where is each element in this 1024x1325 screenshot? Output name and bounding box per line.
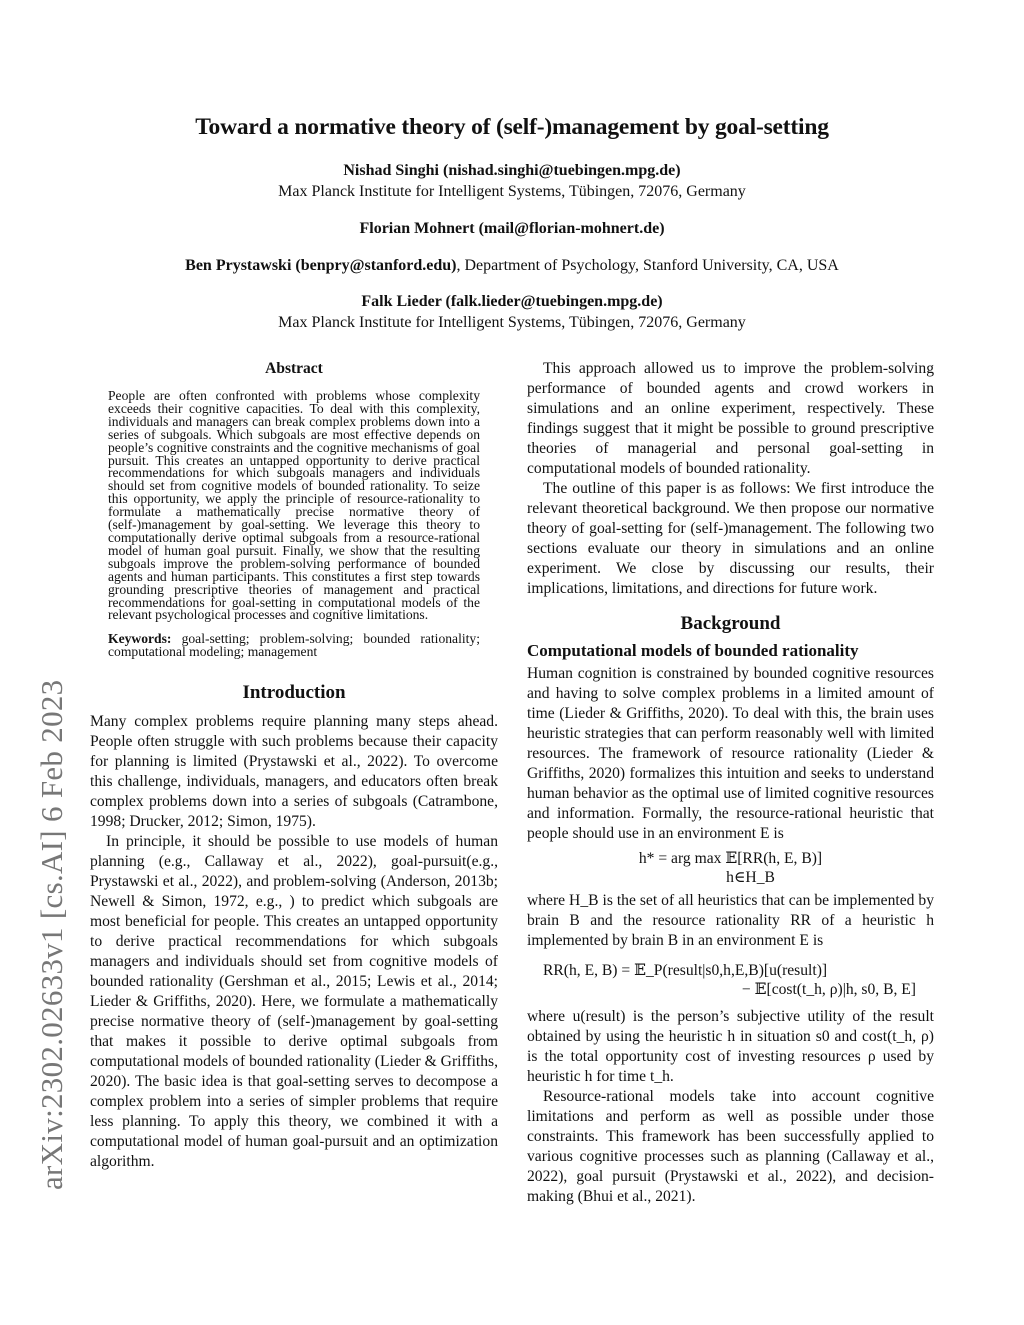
keywords-label: Keywords: [108,631,172,647]
bounded-rationality-subheading: Computational models of bounded rationality [527,641,859,660]
intro-paragraph-1: Many complex problems require planning many steps ahead. People often struggle with such problems because their capacity for planning is limited (Prystawski et al., 2022). To overcome this challenge, individuals, managers, and educators often break complex problems down into a series of subgoals (Catrambone, 1998; Drucker, 2012; Simon, 1975). [90,713,498,831]
author-3-affiliation: , Department of Psychology, Stanford University, CA, USA [456,257,839,274]
abstract-text: People are often confronted with problems whose complexity exceeds their cognitive capacities. To deal with this complexity, individuals and managers can break complex problems down into a series of subgoals. Which subgoals are most effective depends on people’s cognitive constraints and the cognitive mechanisms of goal pursuit. This creates an untapped opportunity to derive practical recommendations for which subgoals managers and individuals should set from cognitive models of bounded rationality. To seize this opportunity, we apply the principle of resource-rationality to formulate a mathematically precise normative theory of (self-)management by goal-setting. We leverage this theory to computationally derive optimal subgoals from a resource-rational model of human goal pursuit. Finally, we show that the resulting subgoals improve the problem-solving performance of bounded agents and human participants. This constitutes a first step towards grounding prescriptive theories of management and practical recommendations for goal-setting in computational models of the relevant psychological processes and cognitive limitations. [108,388,480,623]
keywords [90,632,498,658]
background-heading: Background [680,613,781,634]
author-1 [0,160,1024,202]
left-column [90,360,498,1172]
background-paragraph-2: where H_B is the set of all heuristics that can be implemented by brain B and the resource rationality RR of a heuristic h implemented by brain B in an environment E is [527,892,934,949]
equation-1-main: h* = arg max 𝔼[RR(h, E, B)] [638,850,823,867]
equation-1 [527,849,934,887]
right-paragraph-1: This approach allowed us to improve the problem-solving performance of bounded agents and crowd workers in simulations and an online experiment, respectively. These findings suggest that it might be possible to ground prescriptive theories of managerial and personal goal-setting in computational models of bounded rationality. [527,360,934,477]
author-2 [0,218,1024,239]
right-paragraph-2: The outline of this paper is as follows: We first introduce the relevant theoretical background. We then propose our normative theory of goal-setting for (self-)management. The following two sections evaluate our theory in simulations and an online experiment. We close by discussing our results, their implications, limitations, and directions for future work. [527,480,934,597]
author-3 [0,255,1024,276]
author-1-name: Nishad Singhi (nishad.singhi@tuebingen.mpg.de) [343,162,681,179]
author-4-affiliation: Max Planck Institute for Intelligent Systems, Tübingen, 72076, Germany [278,314,746,331]
equation-2-line-2: − 𝔼[cost(t_h, ρ)|h, s0, B, E] [741,981,916,998]
author-3-name: Ben Prystawski (benpry@stanford.edu) [185,257,457,274]
equation-2 [543,961,934,999]
background-paragraph-3: where u(result) is the person’s subjective utility of the result obtained by using the heuristic h in situation s0 and cost(t_h, ρ) is the total opportunity cost of investing resources ρ used by heuristic h for time t_h. [527,1008,934,1085]
equation-2-line-1: RR(h, E, B) = 𝔼_P(result|s0,h,E,B)[u(result)] [543,962,828,979]
keywords-text: goal-setting; problem-solving; bounded rationality; computational modeling; management [108,631,480,660]
abstract-heading: Abstract [265,360,323,377]
intro-paragraph-2: In principle, it should be possible to use models of human planning (e.g., Callaway et al., 2022), goal-pursuit(e.g., Prystawski et al., 2022), and problem-solving (Anderson, 2013b; Newell & Simon, 1972, e.g., ) to predict which subgoals are most beneficial for people. This creates an untapped opportunity to derive practical recommendations for which subgoals managers and individuals should set from cognitive models of bounded rationality (Gershman et al., 2015; Lewis et al., 2014; Lieder & Griffiths, 2020). Here, we formulate a mathematically precise normative theory of (self-)management by goal-setting that makes it possible to derive optimal subgoals from computational models of bounded rationality (Lieder & Griffiths, 2020). The basic idea is that goal-setting serves to decompose a complex problem into a series of simpler problems that require less planning. To apply this theory, we combined it with a computational model of human goal-pursuit and an optimization algorithm. [90,833,498,1171]
author-4 [0,291,1024,333]
author-4-name: Falk Lieder (falk.lieder@tuebingen.mpg.de) [361,293,663,310]
paper-title: Toward a normative theory of (self-)management by goal-setting [195,114,829,140]
equation-1-subscript: h∈H_B [726,869,775,886]
right-column [527,359,934,1207]
arxiv-stamp: arXiv:2302.02633v1 [cs.AI] 6 Feb 2023 [34,679,69,1190]
background-paragraph-4: Resource-rational models take into account cognitive limitations and perform as well as possible under those constraints. This framework has been successfully applied to various cognitive processes such as planning (Callaway et al., 2022), goal pursuit (Prystawski et al., 2022), and decision-making (Bhui et al., 2021). [527,1088,934,1205]
background-paragraph-1: Human cognition is constrained by bounded cognitive resources and having to solve complex problems in a limited amount of time (Lieder & Griffiths, 2020). To deal with this, the brain uses heuristic strategies that can perform reasonably well with limited resources. The framework of resource rationality (Lieder & Griffiths, 2020) formalizes this intuition and seeks to understand human behavior as the optimal use of limited cognitive resources and information. Formally, the resource-rational heuristic that people should use in an environment E is [527,665,934,842]
author-2-name: Florian Mohnert (mail@florian-mohnert.de) [359,220,665,237]
introduction-heading: Introduction [242,682,346,704]
author-1-affiliation: Max Planck Institute for Intelligent Systems, Tübingen, 72076, Germany [278,183,746,200]
